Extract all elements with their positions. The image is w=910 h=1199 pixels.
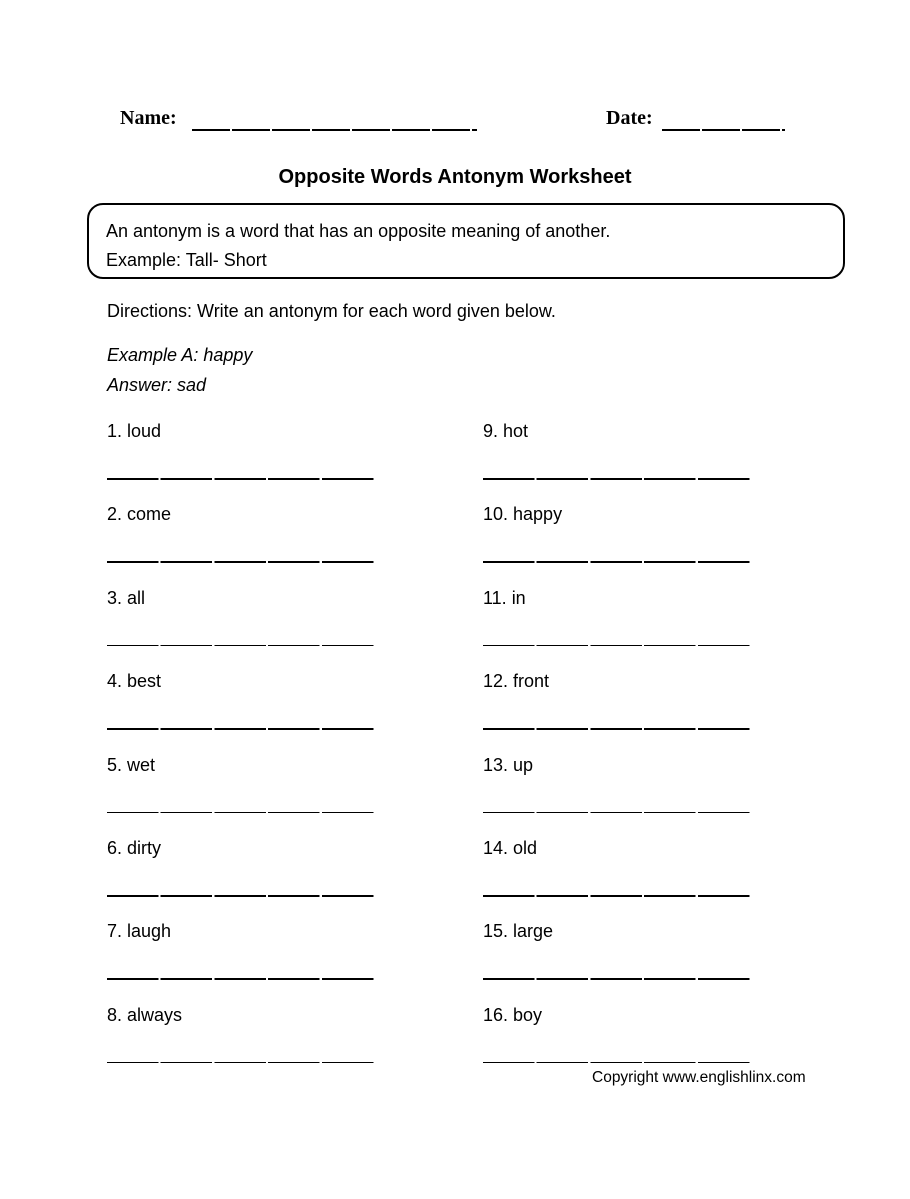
example-answer: Answer: sad <box>107 375 207 395</box>
list-item <box>107 504 387 587</box>
answer-blank-line <box>107 978 375 980</box>
date-label: Date: <box>606 107 653 129</box>
list-item <box>107 921 387 1004</box>
answer-blank-line <box>483 645 751 647</box>
item-word: 2. come <box>107 504 172 525</box>
list-item <box>483 588 763 671</box>
list-item <box>107 671 387 754</box>
item-word: 8. always <box>107 1004 183 1025</box>
list-item <box>107 421 387 504</box>
item-word: 13. up <box>483 754 534 775</box>
answer-blank-line <box>107 812 375 814</box>
item-word: 9. hot <box>483 421 529 441</box>
answer-blank-line <box>483 895 751 897</box>
answer-blank-line <box>483 478 751 480</box>
list-item <box>483 838 763 921</box>
list-item <box>483 755 763 838</box>
list-item <box>107 1005 387 1088</box>
item-word: 4. best <box>107 671 162 692</box>
list-item <box>483 671 763 754</box>
item-word: 5. wet <box>107 754 156 775</box>
name-blank-line <box>192 129 477 131</box>
item-word: 10. happy <box>483 504 563 525</box>
list-item <box>483 921 763 1004</box>
list-item <box>107 755 387 838</box>
list-item <box>483 504 763 587</box>
item-word: 12. front <box>483 671 550 692</box>
answer-blank-line <box>107 478 375 480</box>
item-word: 1. loud <box>107 421 162 441</box>
answer-blank-line <box>107 1062 375 1064</box>
example-prompt: Example A: happy <box>107 345 253 365</box>
item-word: 11. in <box>483 587 526 608</box>
definition-box <box>87 203 845 279</box>
list-item <box>483 421 763 504</box>
item-word: 14. old <box>483 837 538 858</box>
answer-blank-line <box>483 1062 751 1064</box>
item-word: 7. laugh <box>107 921 172 942</box>
list-item <box>107 838 387 921</box>
item-word: 6. dirty <box>107 837 162 858</box>
copyright-text: Copyright www.englishlinx.com <box>592 1069 806 1086</box>
directions-text: Directions: Write an antonym for each word given below. <box>107 301 556 321</box>
answer-blank-line <box>107 895 375 897</box>
answer-blank-line <box>483 728 751 730</box>
answer-blank-line <box>483 978 751 980</box>
definition-example-text: Example: Tall- Short <box>106 250 267 270</box>
definition-text: An antonym is a word that has an opposite meaning of another. <box>106 221 611 241</box>
name-label: Name: <box>120 107 177 129</box>
page-title: Opposite Words Antonym Worksheet <box>278 166 632 188</box>
left-column <box>107 421 387 1088</box>
item-word: 15. large <box>483 921 554 942</box>
date-blank-line <box>662 129 785 131</box>
answer-blank-line <box>107 728 375 730</box>
answer-blank-line <box>107 561 375 563</box>
right-column <box>483 421 763 1088</box>
answer-blank-line <box>483 561 751 563</box>
list-item <box>107 588 387 671</box>
answer-blank-line <box>107 645 375 647</box>
item-word: 3. all <box>107 587 146 608</box>
answer-blank-line <box>483 812 751 814</box>
item-word: 16. boy <box>483 1004 543 1025</box>
